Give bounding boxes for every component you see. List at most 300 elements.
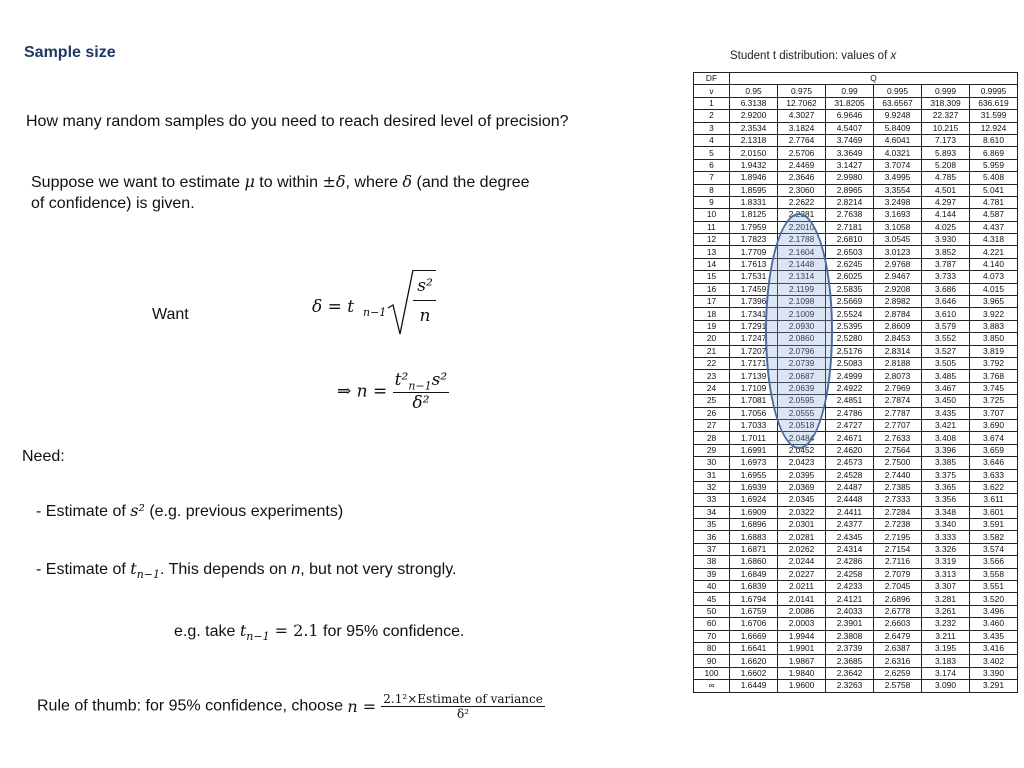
value-cell: 2.1604: [778, 246, 826, 258]
value-cell: 4.3027: [778, 110, 826, 122]
value-cell: 2.7195: [874, 531, 922, 543]
value-cell: 1.7207: [730, 345, 778, 357]
value-cell: 2.5395: [826, 320, 874, 332]
value-cell: 2.0150: [730, 147, 778, 159]
value-cell: 5.208: [922, 159, 970, 171]
value-cell: 2.7045: [874, 581, 922, 593]
table-row: [694, 333, 1018, 345]
table-caption: [730, 50, 896, 62]
t-distribution-table: [693, 72, 1018, 693]
value-cell: 3.485: [922, 370, 970, 382]
df-cell: 70: [694, 630, 730, 642]
table-row: [694, 172, 1018, 184]
value-cell: 3.460: [970, 618, 1018, 630]
eg-subscript: n−1: [246, 630, 270, 644]
value-cell: 2.5706: [778, 147, 826, 159]
value-cell: 3.467: [922, 382, 970, 394]
value-cell: 1.8125: [730, 209, 778, 221]
value-cell: 3.646: [970, 457, 1018, 469]
value-cell: 7.173: [922, 134, 970, 146]
value-cell: 2.4469: [778, 159, 826, 171]
df-cell: 45: [694, 593, 730, 605]
value-cell: 1.9867: [778, 655, 826, 667]
value-cell: 2.6503: [826, 246, 874, 258]
value-cell: 3.232: [922, 618, 970, 630]
value-cell: 2.3534: [730, 122, 778, 134]
value-cell: 3.819: [970, 345, 1018, 357]
value-cell: 1.8595: [730, 184, 778, 196]
value-cell: 1.9600: [778, 680, 826, 692]
value-cell: 2.6245: [826, 258, 874, 270]
value-cell: 2.3263: [826, 680, 874, 692]
value-cell: 6.869: [970, 147, 1018, 159]
value-cell: 3.579: [922, 320, 970, 332]
value-cell: 2.1314: [778, 271, 826, 283]
value-cell: 1.7171: [730, 357, 778, 369]
value-cell: 318.309: [922, 97, 970, 109]
df-cell: 1: [694, 97, 730, 109]
eq1-lhs: δ = t: [312, 297, 355, 317]
table-row: [694, 667, 1018, 679]
table-caption-var: x: [890, 50, 897, 62]
value-cell: 4.221: [970, 246, 1018, 258]
df-cell: 4: [694, 134, 730, 146]
value-cell: 2.8965: [826, 184, 874, 196]
table-row: [694, 221, 1018, 233]
value-cell: 3.195: [922, 642, 970, 654]
value-cell: 2.5669: [826, 296, 874, 308]
value-cell: 2.4314: [826, 543, 874, 555]
value-cell: 2.5280: [826, 333, 874, 345]
table-row: [694, 110, 1018, 122]
eq2-fraction: [393, 370, 450, 413]
value-cell: 2.6387: [874, 642, 922, 654]
value-cell: 31.599: [970, 110, 1018, 122]
value-cell: 2.4448: [826, 494, 874, 506]
df-cell: 39: [694, 568, 730, 580]
df-cell: 100: [694, 667, 730, 679]
value-cell: 3.852: [922, 246, 970, 258]
table-header-row-2: [694, 85, 1018, 97]
value-cell: 3.725: [970, 395, 1018, 407]
df-cell: 25: [694, 395, 730, 407]
table-row: [694, 147, 1018, 159]
suppose-text-d: (and the degree: [412, 174, 530, 191]
table-row: [694, 258, 1018, 270]
df-header: DF: [694, 73, 730, 85]
df-cell: 3: [694, 122, 730, 134]
value-cell: 3.435: [970, 630, 1018, 642]
value-cell: 2.6259: [874, 667, 922, 679]
value-cell: 3.2498: [874, 196, 922, 208]
value-cell: 3.385: [922, 457, 970, 469]
df-cell: 34: [694, 506, 730, 518]
value-cell: 3.745: [970, 382, 1018, 394]
table-row: [694, 357, 1018, 369]
value-cell: 3.674: [970, 432, 1018, 444]
table-row: [694, 432, 1018, 444]
suppose-line-2: of confidence) is given.: [31, 195, 195, 212]
df-cell: 6: [694, 159, 730, 171]
value-cell: 1.7291: [730, 320, 778, 332]
value-cell: 3.291: [970, 680, 1018, 692]
value-cell: 2.0687: [778, 370, 826, 382]
value-cell: 2.0369: [778, 481, 826, 493]
table-row: [694, 382, 1018, 394]
value-cell: 1.8946: [730, 172, 778, 184]
value-cell: 3.0123: [874, 246, 922, 258]
df-cell: 12: [694, 234, 730, 246]
value-cell: 2.4487: [826, 481, 874, 493]
value-cell: 3.792: [970, 357, 1018, 369]
df-cell: 36: [694, 531, 730, 543]
value-cell: 2.4620: [826, 444, 874, 456]
df-cell: 13: [694, 246, 730, 258]
value-cell: 3.090: [922, 680, 970, 692]
value-cell: 63.6567: [874, 97, 922, 109]
table-row: [694, 234, 1018, 246]
value-cell: 4.073: [970, 271, 1018, 283]
value-cell: 2.7154: [874, 543, 922, 555]
table-row: [694, 469, 1018, 481]
table-row: [694, 122, 1018, 134]
table-row: [694, 184, 1018, 196]
column-header: 0.995: [874, 85, 922, 97]
value-cell: 2.4377: [826, 519, 874, 531]
value-cell: 2.4286: [826, 556, 874, 568]
value-cell: 2.5758: [874, 680, 922, 692]
value-cell: 2.2622: [778, 196, 826, 208]
table-row: [694, 283, 1018, 295]
value-cell: 3.281: [922, 593, 970, 605]
eq2-denominator: δ²: [412, 393, 430, 414]
equation-sample-size: [337, 370, 449, 413]
need1-text-b: (e.g. previous experiments): [144, 503, 344, 520]
value-cell: 3.3649: [826, 147, 874, 159]
value-cell: 2.0211: [778, 581, 826, 593]
df-cell: 22: [694, 357, 730, 369]
value-cell: 1.7056: [730, 407, 778, 419]
value-cell: 2.0086: [778, 605, 826, 617]
value-cell: 1.6759: [730, 605, 778, 617]
value-cell: 2.4121: [826, 593, 874, 605]
eq2-subscript: n−1: [408, 379, 432, 393]
value-cell: 3.1427: [826, 159, 874, 171]
table-row: [694, 618, 1018, 630]
value-cell: 31.8205: [826, 97, 874, 109]
value-cell: 2.1788: [778, 234, 826, 246]
need-item-1: [36, 501, 343, 521]
value-cell: 2.1199: [778, 283, 826, 295]
value-cell: 2.7284: [874, 506, 922, 518]
value-cell: 2.5835: [826, 283, 874, 295]
value-cell: 1.7613: [730, 258, 778, 270]
value-cell: 2.7787: [874, 407, 922, 419]
value-cell: 2.7181: [826, 221, 874, 233]
value-cell: 4.587: [970, 209, 1018, 221]
value-cell: 2.0484: [778, 432, 826, 444]
value-cell: 2.3685: [826, 655, 874, 667]
value-cell: 2.4345: [826, 531, 874, 543]
eg-math: t: [239, 621, 247, 640]
value-cell: 2.6603: [874, 618, 922, 630]
value-cell: 1.6896: [730, 519, 778, 531]
need2-text-b: . This depends on: [160, 561, 292, 578]
value-cell: 2.0141: [778, 593, 826, 605]
value-cell: 3.496: [970, 605, 1018, 617]
eq1-denominator: n: [419, 306, 431, 326]
value-cell: 1.7011: [730, 432, 778, 444]
df-cell: 60: [694, 618, 730, 630]
value-cell: 3.390: [970, 667, 1018, 679]
value-cell: 2.8453: [874, 333, 922, 345]
value-cell: 1.7959: [730, 221, 778, 233]
table-row: [694, 444, 1018, 456]
df-cell: 2: [694, 110, 730, 122]
value-cell: 3.402: [970, 655, 1018, 667]
column-header: 0.999: [922, 85, 970, 97]
value-cell: 2.9208: [874, 283, 922, 295]
value-cell: 5.959: [970, 159, 1018, 171]
need2-text-c: , but not very strongly.: [300, 561, 457, 578]
value-cell: 4.5407: [826, 122, 874, 134]
value-cell: 3.7469: [826, 134, 874, 146]
table-row: [694, 308, 1018, 320]
need2-text-a: - Estimate of: [36, 561, 131, 578]
eg-text-a: e.g. take: [174, 623, 240, 640]
value-cell: 2.1318: [730, 134, 778, 146]
value-cell: 2.4671: [826, 432, 874, 444]
value-cell: 2.0639: [778, 382, 826, 394]
value-cell: 3.450: [922, 395, 970, 407]
value-cell: 2.8784: [874, 308, 922, 320]
value-cell: 2.0930: [778, 320, 826, 332]
value-cell: 1.6955: [730, 469, 778, 481]
value-cell: 2.4786: [826, 407, 874, 419]
table-row: [694, 556, 1018, 568]
eg-text-b: for 95% confidence.: [318, 623, 465, 640]
table-row: [694, 630, 1018, 642]
value-cell: 1.7033: [730, 419, 778, 431]
value-cell: 4.015: [970, 283, 1018, 295]
df-cell: 10: [694, 209, 730, 221]
need-label: Need:: [22, 448, 65, 465]
df-cell: 40: [694, 581, 730, 593]
df-cell: 26: [694, 407, 730, 419]
value-cell: 4.437: [970, 221, 1018, 233]
value-cell: 2.7874: [874, 395, 922, 407]
eq2-s-squared: s²: [431, 370, 448, 390]
value-cell: 9.9248: [874, 110, 922, 122]
value-cell: 2.0555: [778, 407, 826, 419]
table-row: [694, 395, 1018, 407]
table-row: [694, 209, 1018, 221]
value-cell: 1.6909: [730, 506, 778, 518]
value-cell: 2.6025: [826, 271, 874, 283]
value-cell: 3.348: [922, 506, 970, 518]
table-row: [694, 593, 1018, 605]
df-cell: 50: [694, 605, 730, 617]
value-cell: 2.3642: [826, 667, 874, 679]
value-cell: 2.1098: [778, 296, 826, 308]
value-cell: 8.610: [970, 134, 1018, 146]
value-cell: 3.261: [922, 605, 970, 617]
eq2-prefix: ⇒ n =: [337, 381, 393, 402]
value-cell: 2.5176: [826, 345, 874, 357]
column-header: 0.975: [778, 85, 826, 97]
value-cell: 3.659: [970, 444, 1018, 456]
value-cell: 2.0423: [778, 457, 826, 469]
value-cell: 1.6641: [730, 642, 778, 654]
value-cell: 2.2010: [778, 221, 826, 233]
value-cell: 1.7709: [730, 246, 778, 258]
value-cell: 2.4033: [826, 605, 874, 617]
value-cell: 3.183: [922, 655, 970, 667]
value-cell: 2.3739: [826, 642, 874, 654]
value-cell: 2.4573: [826, 457, 874, 469]
value-cell: 5.893: [922, 147, 970, 159]
value-cell: 2.1009: [778, 308, 826, 320]
df-cell: 37: [694, 543, 730, 555]
table-row: [694, 246, 1018, 258]
df-cell: 31: [694, 469, 730, 481]
value-cell: 3.551: [970, 581, 1018, 593]
value-cell: 10.215: [922, 122, 970, 134]
value-cell: 3.375: [922, 469, 970, 481]
value-cell: 1.7459: [730, 283, 778, 295]
value-cell: 2.8982: [874, 296, 922, 308]
table-row: [694, 506, 1018, 518]
value-cell: 636.619: [970, 97, 1018, 109]
example-line: [174, 621, 464, 643]
rule-text: Rule of thumb: for 95% confidence, choose: [37, 697, 348, 715]
value-cell: 3.313: [922, 568, 970, 580]
value-cell: 2.2281: [778, 209, 826, 221]
value-cell: 3.601: [970, 506, 1018, 518]
value-cell: 2.7638: [826, 209, 874, 221]
table-caption-text: Student t distribution: values of: [730, 50, 891, 62]
value-cell: 3.326: [922, 543, 970, 555]
value-cell: 1.9944: [778, 630, 826, 642]
value-cell: 1.7531: [730, 271, 778, 283]
value-cell: 3.4995: [874, 172, 922, 184]
value-cell: 3.408: [922, 432, 970, 444]
want-label: Want: [152, 306, 189, 323]
df-cell: 21: [694, 345, 730, 357]
value-cell: 22.327: [922, 110, 970, 122]
table-row: [694, 642, 1018, 654]
value-cell: 1.9901: [778, 642, 826, 654]
value-cell: 3.633: [970, 469, 1018, 481]
suppose-text-a: Suppose we want to estimate: [31, 174, 245, 191]
value-cell: 4.140: [970, 258, 1018, 270]
table-row: [694, 271, 1018, 283]
suppose-text-c: , where: [345, 174, 403, 191]
value-cell: 2.9980: [826, 172, 874, 184]
df-cell: 8: [694, 184, 730, 196]
value-cell: 2.7116: [874, 556, 922, 568]
value-cell: 2.7633: [874, 432, 922, 444]
value-cell: 2.4411: [826, 506, 874, 518]
value-cell: 2.7564: [874, 444, 922, 456]
value-cell: 2.0322: [778, 506, 826, 518]
question-text: How many random samples do you need to reach desired level of precision?: [26, 113, 569, 130]
eq2-numerator: [393, 370, 450, 393]
value-cell: 3.396: [922, 444, 970, 456]
table-header-row-1: [694, 73, 1018, 85]
table-row: [694, 581, 1018, 593]
df-cell: 19: [694, 320, 730, 332]
value-cell: 1.6839: [730, 581, 778, 593]
table-row: [694, 407, 1018, 419]
need1-math: s²: [130, 501, 145, 520]
value-cell: 2.9200: [730, 110, 778, 122]
value-cell: 2.8188: [874, 357, 922, 369]
suppose-text-b: to within: [254, 174, 323, 191]
value-cell: 1.7396: [730, 296, 778, 308]
value-cell: 4.318: [970, 234, 1018, 246]
table-row: [694, 419, 1018, 431]
value-cell: 3.1058: [874, 221, 922, 233]
value-cell: 2.3901: [826, 618, 874, 630]
value-cell: 3.307: [922, 581, 970, 593]
value-cell: 3.3554: [874, 184, 922, 196]
value-cell: 3.174: [922, 667, 970, 679]
value-cell: 3.850: [970, 333, 1018, 345]
value-cell: 4.144: [922, 209, 970, 221]
value-cell: 4.6041: [874, 134, 922, 146]
value-cell: 3.527: [922, 345, 970, 357]
df-cell: 33: [694, 494, 730, 506]
value-cell: 3.558: [970, 568, 1018, 580]
value-cell: 2.0739: [778, 357, 826, 369]
value-cell: 1.9432: [730, 159, 778, 171]
value-cell: 2.9467: [874, 271, 922, 283]
value-cell: 3.333: [922, 531, 970, 543]
table-row: [694, 97, 1018, 109]
value-cell: 3.416: [970, 642, 1018, 654]
value-cell: 1.7081: [730, 395, 778, 407]
value-cell: 1.7109: [730, 382, 778, 394]
need-item-2: [36, 559, 456, 581]
value-cell: 3.319: [922, 556, 970, 568]
slide-title: Sample size: [24, 44, 116, 61]
value-cell: 1.6849: [730, 568, 778, 580]
value-cell: 2.4922: [826, 382, 874, 394]
value-cell: 2.8073: [874, 370, 922, 382]
table-row: [694, 519, 1018, 531]
value-cell: 2.3060: [778, 184, 826, 196]
table-row: [694, 134, 1018, 146]
value-cell: 3.922: [970, 308, 1018, 320]
df-cell: 30: [694, 457, 730, 469]
value-cell: 3.622: [970, 481, 1018, 493]
value-cell: 3.552: [922, 333, 970, 345]
pm-delta-symbol: ±δ: [322, 172, 346, 191]
df-cell: 90: [694, 655, 730, 667]
value-cell: 1.7341: [730, 308, 778, 320]
rule-numerator: 2.1²×Estimate of variance: [383, 692, 543, 706]
value-cell: 3.211: [922, 630, 970, 642]
value-cell: 3.566: [970, 556, 1018, 568]
value-cell: 3.883: [970, 320, 1018, 332]
table-row: [694, 296, 1018, 308]
value-cell: 3.768: [970, 370, 1018, 382]
value-cell: 3.1693: [874, 209, 922, 221]
table-row: [694, 531, 1018, 543]
need2-math: t: [130, 559, 137, 578]
value-cell: 5.041: [970, 184, 1018, 196]
